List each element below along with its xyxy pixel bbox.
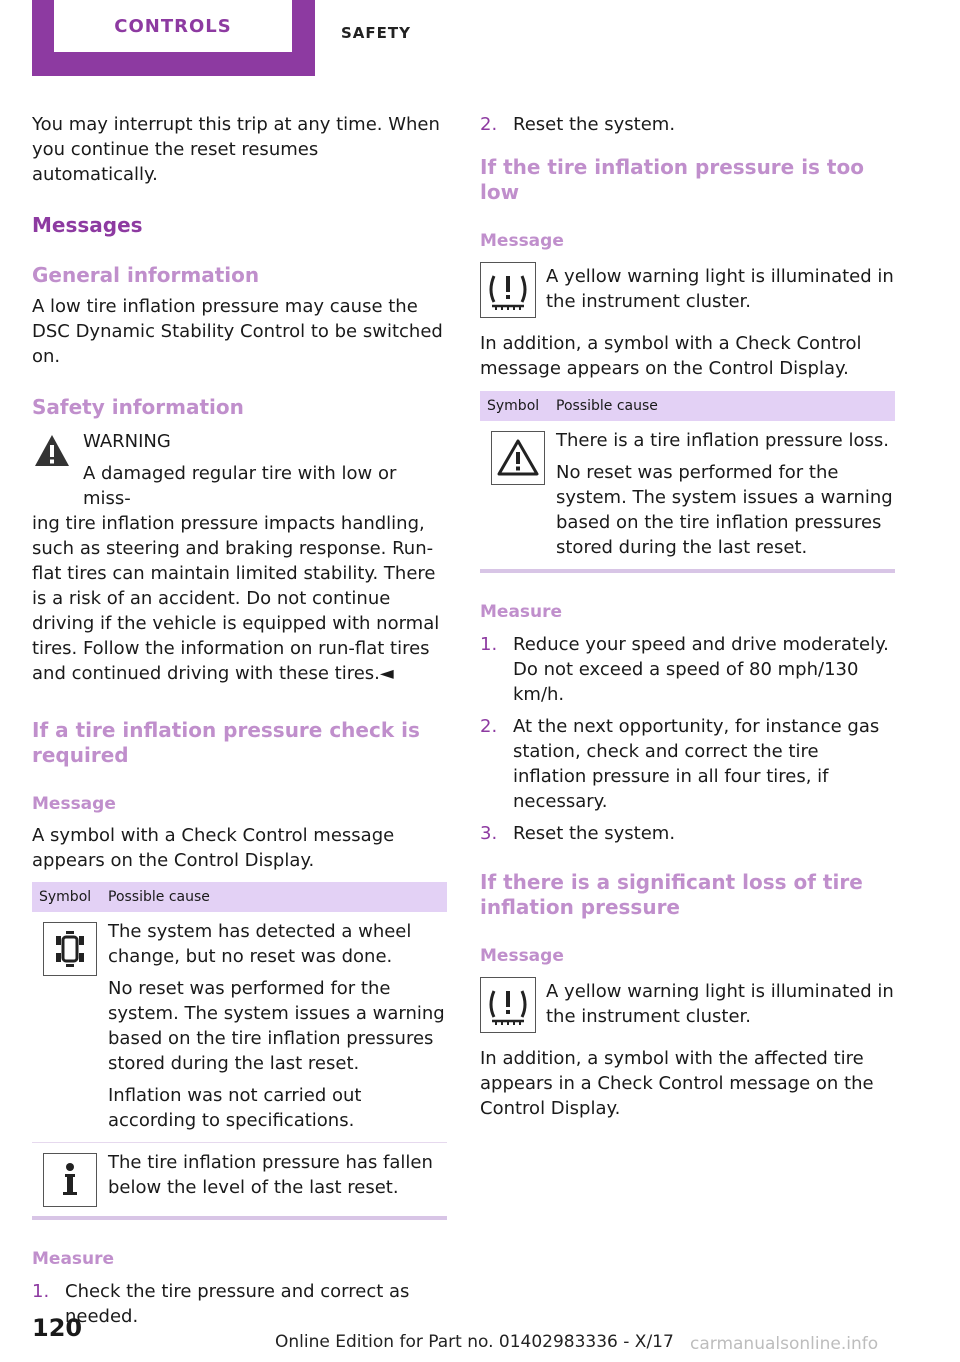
tire-pressure-warning-icon — [480, 977, 536, 1033]
cause-text: There is a tire inflation pressure loss. — [556, 430, 889, 451]
list-item: 2. Reset the system. — [480, 114, 676, 135]
edition-footer: Online Edition for Part no. 01402983336 - X/17 — [275, 1332, 674, 1352]
too-low-heading: If the tire inflation pressure is too low — [480, 155, 864, 204]
tire-pressure-warning-icon — [480, 262, 536, 318]
table-row — [32, 912, 447, 1143]
safety-heading: Safety information — [32, 395, 244, 419]
warning-light-text: A yellow warning light is illuminated in the instrument cluster. — [546, 266, 894, 312]
list-item: 1. Reduce your speed and drive moderately. Do not exceed a speed of 80 mph/130 km/h. — [480, 634, 889, 705]
cause-text: The system has detected a wheel change, but no reset was done. — [108, 921, 412, 967]
measure-heading: Measure — [480, 602, 563, 622]
intro-text: You may interrupt this trip at any time. When you continue the reset resumes automatically. — [32, 114, 440, 185]
warning-triangle-icon — [491, 431, 545, 485]
table-row — [32, 1143, 447, 1220]
warning-light-text: A yellow warning light is illuminated in the instrument cluster. — [546, 981, 894, 1027]
reset-list — [480, 112, 895, 137]
warning-text: ing tire inflation pressure impacts handling, such as steering and braking response. Run-flat tires can maintain limited stability. There is a risk of an accident. Do not continue driving if the vehicle is equipped with normal tires. Follow the information on run-flat tires and continued driving with these tires.◄ — [32, 513, 440, 684]
message-heading: Message — [480, 946, 564, 966]
warning-light-row — [480, 979, 895, 1033]
message-heading: Message — [32, 794, 116, 814]
col-cause: Possible cause — [556, 398, 658, 414]
measure-list — [32, 1279, 447, 1329]
tab-safety[interactable]: SAFETY — [341, 24, 411, 42]
warning-triangle-icon — [32, 431, 72, 471]
measure-heading: Measure — [32, 1249, 115, 1269]
page-number: 120 — [32, 1314, 83, 1342]
general-heading: General information — [32, 263, 260, 287]
col-symbol: Symbol — [487, 398, 540, 414]
addition-text: In addition, a symbol with the affected tire appears in a Check Control message on the Control Display. — [480, 1048, 874, 1119]
wheel-change-icon — [43, 922, 97, 976]
right-column — [480, 112, 895, 1121]
message-heading: Message — [480, 231, 564, 251]
left-column — [32, 112, 447, 1336]
col-symbol: Symbol — [39, 889, 92, 905]
cause-text: Inflation was not carried out according to specifications. — [108, 1085, 362, 1131]
symbol-table — [32, 882, 447, 1220]
check-required-heading: If a tire inflation pressure check is required — [32, 718, 420, 767]
warning-label: WARNING — [83, 431, 171, 452]
cause-text: No reset was performed for the system. The system issues a warning based on the tire inflation pressures stored during the last reset. — [556, 462, 893, 558]
addition-text: In addition, a symbol with a Check Control message appears on the Control Display. — [480, 333, 862, 379]
message-text: A symbol with a Check Control message appears on the Control Display. — [32, 825, 395, 871]
warning-light-row — [480, 264, 895, 318]
cause-text: No reset was performed for the system. The system issues a warning based on the tire inflation pressures stored during the last reset. — [108, 978, 445, 1074]
col-cause: Possible cause — [108, 889, 210, 905]
messages-heading: Messages — [32, 213, 143, 237]
table-header — [32, 882, 447, 912]
warning-block — [32, 429, 447, 686]
tab-controls[interactable]: CONTROLS — [54, 0, 292, 52]
cause-text: The tire inflation pressure has fallen below the level of the last reset. — [108, 1152, 433, 1198]
watermark: carmanualsonline.info — [690, 1334, 879, 1354]
list-item: 3. Reset the system. — [480, 823, 676, 844]
list-item: 2. At the next opportunity, for instance gas station, check and correct the tire inflation pressure in all four tires, if necessary. — [480, 716, 880, 812]
symbol-table — [480, 391, 895, 573]
info-icon — [43, 1153, 97, 1207]
table-header — [480, 391, 895, 421]
measure-list — [480, 632, 895, 846]
list-item: 1. Check the tire pressure and correct as needed. — [32, 1281, 410, 1327]
warning-text-first: A damaged regular tire with low or miss- — [83, 463, 397, 509]
table-row — [480, 421, 895, 573]
general-text: A low tire inflation pressure may cause the DSC Dynamic Stability Control to be switched on. — [32, 296, 443, 367]
significant-loss-heading: If there is a significant loss of tire inflation pressure — [480, 870, 863, 919]
